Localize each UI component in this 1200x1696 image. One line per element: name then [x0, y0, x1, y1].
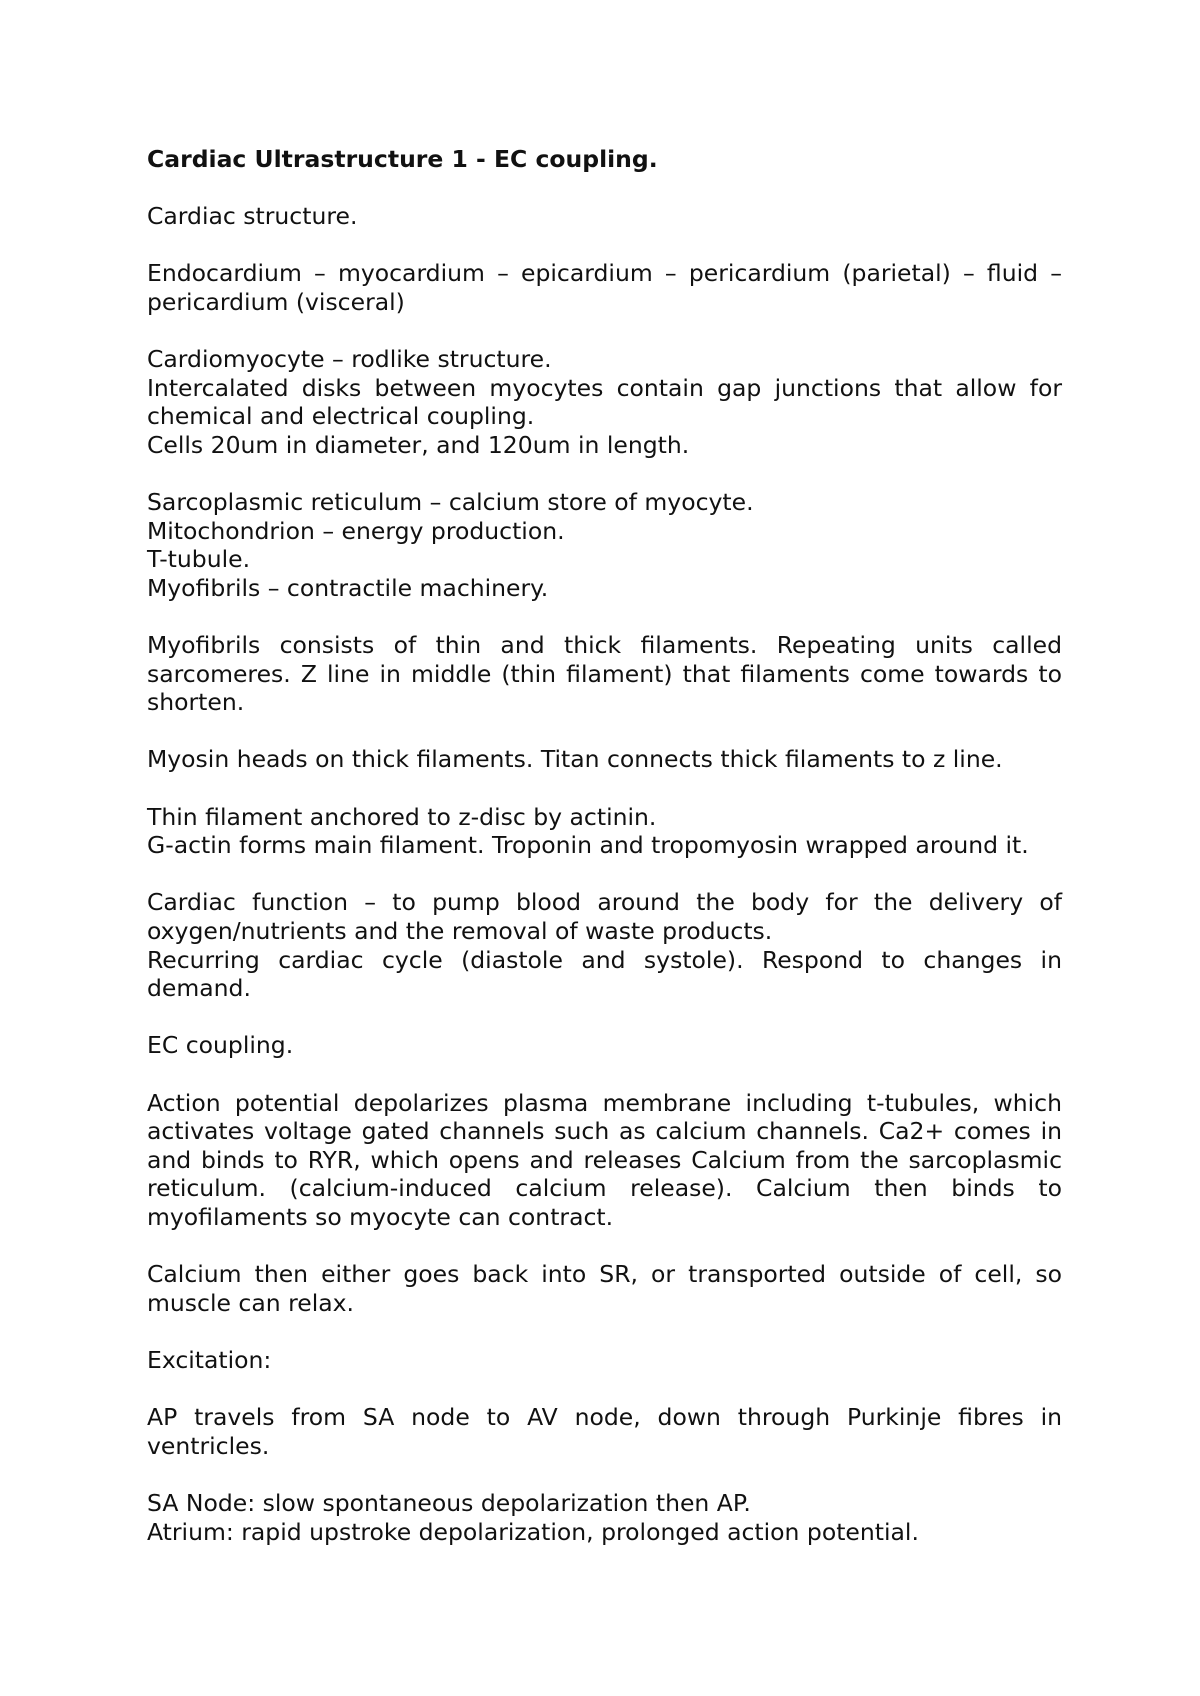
- paragraph-line: Thin filament anchored to z-disc by actinin.: [147, 802, 657, 831]
- paragraph-line: G-actin forms main filament. Troponin and tropomyosin wrapped around it.: [147, 831, 1029, 860]
- paragraph-line: SA Node: slow spontaneous depolarization then AP.: [147, 1488, 751, 1517]
- paragraph-myofibrils: [147, 631, 1062, 717]
- paragraph-organelles: [147, 488, 1062, 602]
- paragraph-line: Sarcoplasmic reticulum – calcium store of myocyte.: [147, 488, 754, 517]
- paragraph-line: AP travels from SA node to AV node, down through Purkinje fibres in ventricles.: [147, 1403, 1062, 1460]
- paragraph-line: Recurring cardiac cycle (diastole and systole). Respond to changes in demand.: [147, 945, 1062, 1003]
- paragraph-cardiac-function: [147, 888, 1062, 1002]
- paragraph-line: Excitation:: [147, 1345, 272, 1374]
- paragraph-heart-layers: [147, 259, 1062, 316]
- paragraph-line: T-tubule.: [147, 545, 251, 574]
- paragraph-cardiac-structure: [147, 202, 1062, 231]
- paragraph-line: Cardiac function – to pump blood around the body for the delivery of oxygen/nutrients and the removal of waste products.: [147, 888, 1062, 946]
- paragraph-excitation-heading: [147, 1346, 1062, 1375]
- paragraph-line: Cardiomyocyte – rodlike structure.: [147, 345, 552, 374]
- paragraph-calcium-removal: [147, 1260, 1062, 1317]
- paragraph-cardiomyocyte: [147, 345, 1062, 459]
- paragraph-line: Cardiac structure.: [147, 202, 358, 231]
- paragraph-line: Intercalated disks between myocytes contain gap junctions that allow for chemical and electrical coupling.: [147, 373, 1062, 431]
- paragraph-nodes: [147, 1489, 1062, 1546]
- paragraph-line: Action potential depolarizes plasma membrane including t-tubules, which activates voltage gated channels such as calcium channels. Ca2+ comes in and binds to RYR, which opens and releases Calcium from the sarcoplasmic reticulum. (calcium-induced calcium release). Calcium then binds to myofilaments so myocyte can contract.: [147, 1088, 1062, 1231]
- paragraph-ap-travel: [147, 1403, 1062, 1460]
- paragraph-line: Mitochondrion – energy production.: [147, 516, 565, 545]
- paragraph-line: Myofibrils – contractile machinery.: [147, 573, 549, 602]
- paragraph-line: Endocardium – myocardium – epicardium – pericardium (parietal) – fluid – pericardium (visceral): [147, 259, 1062, 316]
- paragraph-ec-coupling-heading: [147, 1031, 1062, 1060]
- paragraph-line: Calcium then either goes back into SR, or transported outside of cell, so muscle can relax.: [147, 1260, 1062, 1317]
- paragraph-line: EC coupling.: [147, 1031, 294, 1060]
- paragraph-line: Myofibrils consists of thin and thick filaments. Repeating units called sarcomeres. Z line in middle (thin filament) that filaments come towards to shorten.: [147, 631, 1062, 717]
- document-title: Cardiac Ultrastructure 1 - EC coupling.: [147, 145, 658, 173]
- paragraph-line: Atrium: rapid upstroke depolarization, prolonged action potential.: [147, 1517, 919, 1546]
- document-page: [147, 145, 1062, 1575]
- paragraph-action-potential: [147, 1089, 1062, 1232]
- paragraph-line: Myosin heads on thick filaments. Titan connects thick filaments to z line.: [147, 745, 1003, 774]
- paragraph-myosin: [147, 745, 1062, 774]
- paragraph-line: Cells 20um in diameter, and 120um in length.: [147, 430, 690, 459]
- paragraph-thin-filament: [147, 803, 1062, 860]
